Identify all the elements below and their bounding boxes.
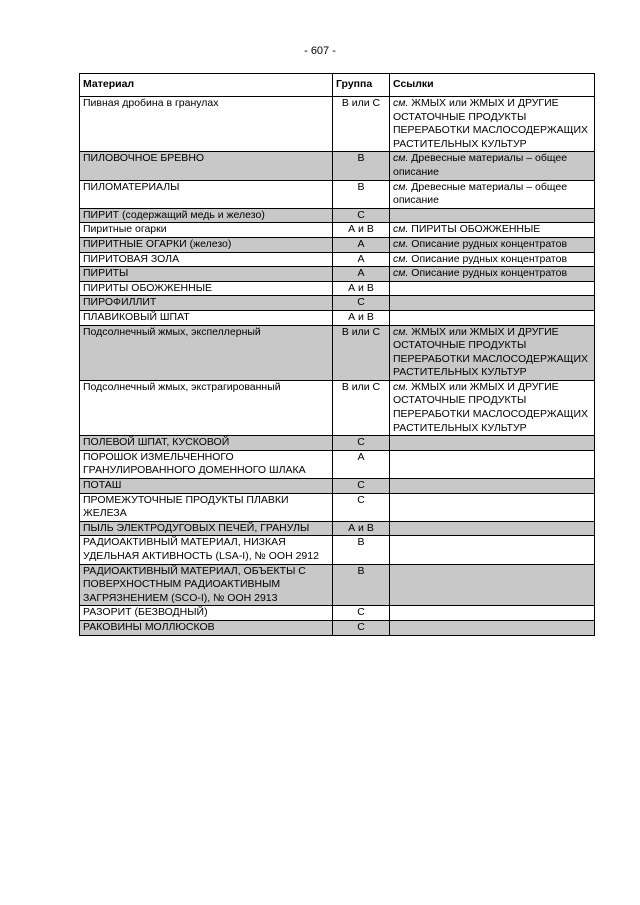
- materials-table: [79, 73, 595, 636]
- material-cell: ПИРИТОВАЯ ЗОЛА: [80, 252, 333, 267]
- reference-cell: [390, 267, 595, 282]
- reference-cell: [390, 252, 595, 267]
- reference-cell: [390, 310, 595, 325]
- material-cell: ПИРИТ (содержащий медь и железо): [80, 208, 333, 223]
- reference-cell: [390, 436, 595, 451]
- table-row: [80, 223, 595, 238]
- table-row: [80, 180, 595, 208]
- table-row: [80, 479, 595, 494]
- table-row: [80, 152, 595, 180]
- table-row: [80, 267, 595, 282]
- table-row: [80, 536, 595, 564]
- group-cell: В или С: [333, 380, 390, 435]
- group-cell: С: [333, 208, 390, 223]
- group-cell: А: [333, 450, 390, 478]
- material-cell: Подсолнечный жмых, экстрагированный: [80, 380, 333, 435]
- material-cell: ПИРИТЫ: [80, 267, 333, 282]
- material-cell: РАДИОАКТИВНЫЙ МАТЕРИАЛ, ОБЪЕКТЫ С ПОВЕРХНОСТНЫМ РАДИОАКТИВНЫМ ЗАГРЯЗНЕНИЕМ (SCO-I), № ООН 2913: [80, 564, 333, 606]
- reference-text: ЖМЫХ или ЖМЫХ И ДРУГИЕ ОСТАТОЧНЫЕ ПРОДУКТЫ ПЕРЕРАБОТКИ МАСЛОСОДЕРЖАЩИХ РАСТИТЕЛЬНЫХ КУЛЬТУР: [393, 325, 588, 379]
- table-row: [80, 521, 595, 536]
- group-cell: В: [333, 152, 390, 180]
- page-number: - 607 -: [304, 45, 336, 57]
- table-row: [80, 493, 595, 521]
- material-cell: ПЫЛЬ ЭЛЕКТРОДУГОВЫХ ПЕЧЕЙ, ГРАНУЛЫ: [80, 521, 333, 536]
- group-cell: С: [333, 620, 390, 635]
- table-row: [80, 450, 595, 478]
- material-cell: ПЛАВИКОВЫЙ ШПАТ: [80, 310, 333, 325]
- table-row: [80, 310, 595, 325]
- group-cell: С: [333, 479, 390, 494]
- reference-text: ЖМЫХ или ЖМЫХ И ДРУГИЕ ОСТАТОЧНЫЕ ПРОДУКТЫ ПЕРЕРАБОТКИ МАСЛОСОДЕРЖАЩИХ РАСТИТЕЛЬНЫХ КУЛЬТУР: [393, 380, 588, 434]
- reference-cell: [390, 296, 595, 311]
- reference-prefix: см.: [393, 252, 409, 265]
- reference-text: ЖМЫХ или ЖМЫХ И ДРУГИЕ ОСТАТОЧНЫЕ ПРОДУКТЫ ПЕРЕРАБОТКИ МАСЛОСОДЕРЖАЩИХ РАСТИТЕЛЬНЫХ КУЛЬТУР: [393, 97, 588, 150]
- material-cell: ПИЛОВОЧНОЕ БРЕВНО: [80, 152, 333, 180]
- group-cell: А и В: [333, 223, 390, 238]
- header-material: Материал: [80, 74, 333, 97]
- table-row: [80, 606, 595, 621]
- reference-prefix: см.: [393, 223, 409, 236]
- table-row: [80, 208, 595, 223]
- reference-prefix: см.: [393, 152, 409, 165]
- material-cell: ПОТАШ: [80, 479, 333, 494]
- material-cell: ПРОМЕЖУТОЧНЫЕ ПРОДУКТЫ ПЛАВКИ ЖЕЛЕЗА: [80, 493, 333, 521]
- group-cell: А и В: [333, 521, 390, 536]
- material-cell: РАДИОАКТИВНЫЙ МАТЕРИАЛ, НИЗКАЯ УДЕЛЬНАЯ АКТИВНОСТЬ (LSA-I), № ООН 2912: [80, 536, 333, 564]
- table-row: [80, 620, 595, 635]
- group-cell: А и В: [333, 310, 390, 325]
- table-row: [80, 237, 595, 252]
- reference-prefix: см.: [393, 267, 409, 280]
- group-cell: В: [333, 536, 390, 564]
- reference-cell: [390, 620, 595, 635]
- material-cell: ПИРИТЫ ОБОЖЖЕННЫЕ: [80, 281, 333, 296]
- reference-cell: [390, 521, 595, 536]
- reference-cell: [390, 152, 595, 180]
- group-cell: С: [333, 296, 390, 311]
- group-cell: В или С: [333, 97, 390, 152]
- reference-prefix: см.: [393, 380, 409, 393]
- table-row: [80, 325, 595, 380]
- group-cell: В: [333, 564, 390, 606]
- table-row: [80, 380, 595, 435]
- material-cell: ПИРОФИЛЛИТ: [80, 296, 333, 311]
- reference-cell: [390, 223, 595, 238]
- material-cell: ПОРОШОК ИЗМЕЛЬЧЕННОГО ГРАНУЛИРОВАННОГО ДОМЕННОГО ШЛАКА: [80, 450, 333, 478]
- table-row: [80, 564, 595, 606]
- reference-cell: [390, 493, 595, 521]
- header-references: Ссылки: [390, 74, 595, 97]
- table-row: [80, 252, 595, 267]
- reference-cell: [390, 237, 595, 252]
- reference-text: Описание рудных концентратов: [408, 237, 568, 250]
- reference-text: Древесные материалы – общее описание: [393, 180, 568, 207]
- reference-text: ПИРИТЫ ОБОЖЖЕННЫЕ: [408, 223, 541, 236]
- group-cell: А: [333, 237, 390, 252]
- reference-text: Древесные материалы – общее описание: [393, 152, 568, 178]
- reference-cell: [390, 536, 595, 564]
- reference-cell: [390, 325, 595, 380]
- reference-cell: [390, 606, 595, 621]
- group-cell: В: [333, 180, 390, 208]
- group-cell: С: [333, 493, 390, 521]
- group-cell: В или С: [333, 325, 390, 380]
- group-cell: С: [333, 606, 390, 621]
- reference-cell: [390, 180, 595, 208]
- group-cell: С: [333, 436, 390, 451]
- reference-cell: [390, 479, 595, 494]
- material-cell: ПИРИТНЫЕ ОГАРКИ (железо): [80, 237, 333, 252]
- material-cell: Пивная дробина в гранулах: [80, 97, 333, 152]
- material-cell: ПИЛОМАТЕРИАЛЫ: [80, 180, 333, 208]
- reference-cell: [390, 281, 595, 296]
- material-cell: Пиритные огарки: [80, 223, 333, 238]
- table-header-row: [80, 74, 595, 97]
- reference-prefix: см.: [393, 97, 409, 109]
- table-row: [80, 97, 595, 152]
- group-cell: А: [333, 267, 390, 282]
- table-row: [80, 296, 595, 311]
- reference-prefix: см.: [393, 325, 409, 338]
- table-row: [80, 436, 595, 451]
- table-row: [80, 281, 595, 296]
- group-cell: А и В: [333, 281, 390, 296]
- reference-cell: [390, 564, 595, 606]
- reference-prefix: см.: [393, 237, 409, 250]
- material-cell: РАЗОРИТ (БЕЗВОДНЫЙ): [80, 606, 333, 621]
- group-cell: А: [333, 252, 390, 267]
- reference-text: Описание рудных концентратов: [408, 252, 568, 265]
- material-cell: Подсолнечный жмых, экспеллерный: [80, 325, 333, 380]
- reference-prefix: см.: [393, 180, 409, 193]
- reference-cell: [390, 380, 595, 435]
- reference-cell: [390, 450, 595, 478]
- header-group: Группа: [333, 74, 390, 97]
- reference-text: Описание рудных концентратов: [408, 267, 568, 280]
- material-cell: ПОЛЕВОЙ ШПАТ, КУСКОВОЙ: [80, 436, 333, 451]
- reference-cell: [390, 97, 595, 152]
- material-cell: РАКОВИНЫ МОЛЛЮСКОВ: [80, 620, 333, 635]
- reference-cell: [390, 208, 595, 223]
